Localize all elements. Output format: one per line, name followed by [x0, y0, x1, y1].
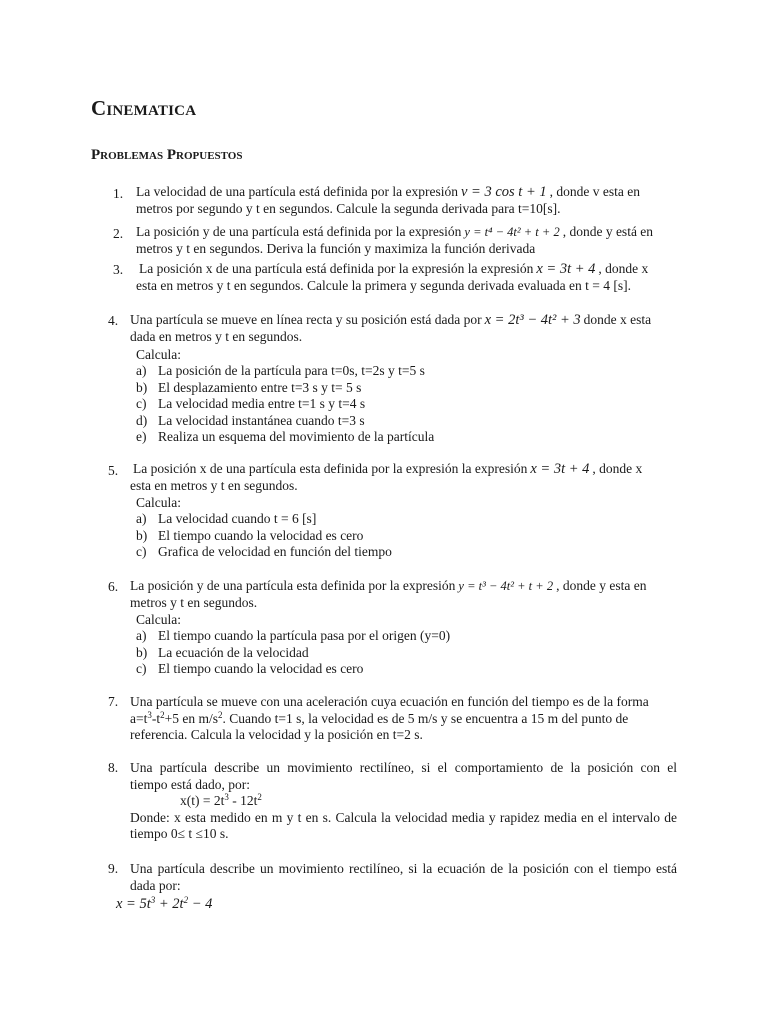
problem-9-line-2: dada por:: [130, 877, 181, 893]
problem-4-calcula: Calcula:: [136, 347, 181, 362]
problem-8-line-2: tiempo está dado, por:: [130, 776, 250, 792]
list-item: b) La ecuación de la velocidad: [136, 644, 309, 660]
problem-8: [130, 760, 677, 843]
problem-3-line-2: esta en metros y t en segundos. Calcule la primera y segunda derivada evaluada en t = 4 [s].: [136, 277, 631, 293]
section-subtitle: Problemas Propuestos: [91, 147, 243, 163]
problem-3-text: La posición x de una partícula está definida por la expresión la expresión: [139, 261, 534, 276]
problem-5-text: La posición x de una partícula esta definida por la expresión la expresión: [133, 461, 528, 476]
problem-6-subitems: [136, 628, 450, 678]
problem-8-line-4: tiempo 0≤ t ≤10 s.: [130, 826, 229, 841]
problem-5-calcula: Calcula:: [136, 495, 181, 510]
problem-9-equation: $x = 5t^3 + 2t^2 - 4$: [116, 895, 213, 912]
problem-5-line-2: esta en metros y t en segundos.: [130, 477, 298, 493]
problem-9-line-1: Una partícula describe un movimiento rectilíneo, si la ecuación de la posición con el tiempo está: [130, 861, 677, 876]
problem-8-line-1: Una partícula describe un movimiento rectilíneo, si el comportamiento de la posición con el: [130, 760, 677, 775]
problem-7: [130, 694, 678, 744]
list-item: e) Realiza un esquema del movimiento de la partícula: [136, 429, 435, 444]
list-item: b) El desplazamiento entre t=3 s y t= 5 s: [136, 379, 362, 395]
problem-7-number: 7.: [108, 694, 119, 709]
list-item: a) El tiempo cuando la partícula pasa por el origen (y=0): [136, 628, 451, 643]
problem-6: [130, 578, 678, 611]
problem-1-equation: v = 3 cos t + 1: [461, 184, 547, 200]
problem-8-number: 8.: [108, 760, 119, 775]
problem-2-number: 2.: [113, 226, 124, 241]
problem-9-number: 9.: [108, 861, 119, 876]
problem-6-number: 6.: [108, 579, 119, 594]
problem-1-text-end: , donde v esta en: [549, 184, 640, 199]
problem-2-line-2: metros y t en segundos. Deriva la función y maximiza la función derivada: [136, 240, 536, 256]
problem-8-equation: $x(t) = 2t^3 - 12t^2$: [180, 792, 262, 808]
problem-5-text-end: , donde x: [592, 461, 643, 476]
list-item: c) El tiempo cuando la velocidad es cero: [136, 661, 364, 676]
problem-3-text-end: , donde x: [598, 261, 649, 276]
problem-6-text: La posición y de una partícula esta definida por la expresión: [130, 578, 456, 593]
problem-4: [130, 312, 678, 345]
problem-1-text: La velocidad de una partícula está definida por la expresión: [136, 184, 458, 199]
list-item: a) La posición de la partícula para t=0s, t=2s y t=5 s: [136, 363, 425, 378]
problem-6-line-2: metros y t en segundos.: [130, 594, 258, 610]
problem-5-equation: x = 3t + 4: [530, 461, 590, 477]
problem-4-number: 4.: [108, 313, 119, 328]
problem-4-equation: x = 2t³ − 4t² + 3: [484, 312, 581, 328]
problem-7-line-2: $a=t^3-t^2+5$ en $m/s^2$. Cuando t=1 s, la velocidad es de 5 m/s y se encuentra a 15 m del punto de: [130, 709, 629, 726]
problem-3: [136, 261, 687, 294]
problem-2-text-end: , donde y está en: [562, 224, 654, 239]
problem-4-line-2: dada en metros y t en segundos.: [130, 328, 303, 344]
list-item: a) La velocidad cuando t = 6 [s]: [136, 511, 317, 526]
list-item: d) La velocidad instantánea cuando t=3 s: [136, 412, 365, 428]
problem-7-line-3: referencia. Calcula la velocidad y la posición en t=2 s.: [130, 727, 423, 742]
problem-2-text: La posición y de una partícula está definida por la expresión: [136, 224, 462, 239]
problem-6-text-end: , donde y esta en: [556, 578, 647, 593]
problem-3-number: 3.: [113, 262, 124, 277]
problem-2: [136, 224, 684, 257]
problem-4-subitems: [136, 363, 434, 446]
problem-1: [136, 184, 684, 217]
problem-5: [130, 461, 681, 494]
problem-2-equation: y = t⁴ − 4t² + t + 2: [464, 225, 560, 239]
list-item: c) La velocidad media entre t=1 s y t=4 s: [136, 396, 366, 411]
problem-5-number: 5.: [108, 463, 119, 478]
page-title: Cinematica: [91, 96, 197, 120]
problem-4-text-end: donde x esta: [583, 312, 652, 327]
problem-7-line-1: Una partícula se mueve con una aceleración cuya ecuación en función del tiempo es de la forma: [130, 694, 649, 709]
problem-6-calcula: Calcula:: [136, 612, 181, 627]
problem-8-line-3: Donde: x esta medido en m y t en s. Calcula la velocidad media y rapidez media en el intervalo de: [130, 809, 677, 825]
problem-1-number: 1.: [113, 186, 124, 201]
problem-5-subitems: [136, 511, 392, 561]
problem-9: [130, 861, 677, 894]
problem-3-equation: x = 3t + 4: [536, 261, 596, 277]
list-item: c) Grafica de velocidad en función del tiempo: [136, 544, 392, 559]
problem-4-text: Una partícula se mueve en línea recta y su posición está dada por: [130, 312, 482, 327]
problem-6-equation: y = t³ − 4t² + t + 2: [458, 579, 554, 593]
problem-1-line-2: metros por segundo y t en segundos. Calcule la segunda derivada para t=10[s].: [136, 200, 561, 216]
list-item: b) El tiempo cuando la velocidad es cero: [136, 527, 364, 543]
